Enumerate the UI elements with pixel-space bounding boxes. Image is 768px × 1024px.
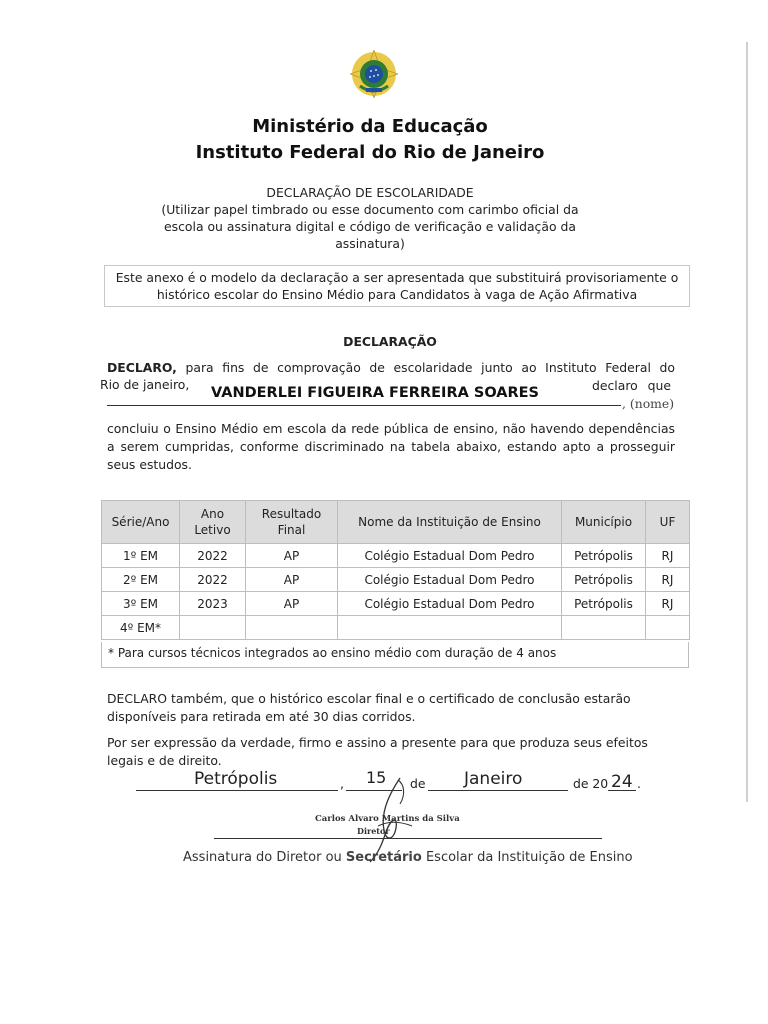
year-prefix: de 20 [573,776,609,791]
table-footnote: * Para cursos técnicos integrados ao ensino médio com duração de 4 anos [101,642,689,668]
cell-municipio: Petrópolis [562,568,646,592]
caption-end: Escolar da Instituição de Ensino [425,850,633,865]
cell-municipio: Petrópolis [562,544,646,568]
col-header-uf: UF [646,501,690,544]
caption-highlight: Secretário [345,850,422,865]
cell-instituicao: Colégio Estadual Dom Pedro [338,544,562,568]
institute-title: Instituto Federal do Rio de Janeiro [195,142,545,163]
cell-serie: 4º EM* [102,616,180,640]
grades-table [101,500,690,640]
declaration-heading: DECLARAÇÃO [343,334,437,349]
closing-paragraph-1: DECLARO também, que o histórico escolar final e o certificado de conclusão estarão disponíveis para retirada em até 30 dias corridos. [107,691,631,724]
declaration-line-2-end: declaro que [592,378,672,393]
cell-resultado: AP [246,544,338,568]
year-value: 24 [611,772,633,792]
name-underline [107,405,621,406]
col-header-serie: Série/Ano [102,501,180,544]
cell-municipio: Petrópolis [562,592,646,616]
document-instructions: (Utilizar papel timbrado ou esse documento com carimbo oficial da escola ou assinatura digital e código de verificação e validação da assinatura) [161,202,579,251]
table-row [102,616,690,640]
cell-serie: 1º EM [102,544,180,568]
cell-serie: 2º EM [102,568,180,592]
signer-role: Diretor [357,826,390,836]
signer-name: Carlos Alvaro Martins da Silva [315,814,460,824]
cell-instituicao [338,616,562,640]
table-row [102,544,690,568]
col-header-ano: Ano Letivo [180,501,246,544]
cell-municipio [562,616,646,640]
brazil-coat-of-arms-icon [350,50,398,98]
col-header-instituicao: Nome da Instituição de Ensino [338,501,562,544]
table-header-row [102,501,690,544]
declaro-bold: DECLARO, [107,360,177,375]
student-name: VANDERLEI FIGUEIRA FERREIRA SOARES [211,385,539,401]
cell-ano: 2022 [180,568,246,592]
month-value: Janeiro [464,769,523,789]
cell-uf [646,616,690,640]
cell-uf: RJ [646,568,690,592]
closing-paragraph-2: Por ser expressão da verdade, firmo e assino a presente para que produza seus efeitos legais e de direito. [107,735,648,768]
cell-ano [180,616,246,640]
date-de-1: de [410,776,426,791]
city-value: Petrópolis [194,769,278,789]
date-period: . [637,776,641,791]
cell-uf: RJ [646,592,690,616]
cell-serie: 3º EM [102,592,180,616]
declaration-line-1 [107,359,675,377]
declaration-line-1-rest: para fins de comprovação de escolaridade junto ao Instituto Federal do [185,360,675,375]
name-field-hint: , (nome) [622,396,675,411]
date-comma: , [340,776,344,791]
ministry-title: Ministério da Educação [252,116,488,137]
signature-caption [183,850,643,865]
declaration-line-2-start: Rio de janeiro, [100,377,190,392]
cell-uf: RJ [646,544,690,568]
cell-ano: 2023 [180,592,246,616]
cell-resultado: AP [246,568,338,592]
table-row [102,592,690,616]
page-edge-shadow [746,42,748,802]
col-header-resultado: Resultado Final [246,501,338,544]
cell-instituicao: Colégio Estadual Dom Pedro [338,592,562,616]
city-underline [136,790,338,791]
signature-line [214,838,602,839]
cell-instituicao: Colégio Estadual Dom Pedro [338,568,562,592]
notice-box [104,265,690,307]
cell-resultado: AP [246,592,338,616]
day-value: 15 [366,768,387,787]
cell-resultado [246,616,338,640]
notice-text: Este anexo é o modelo da declaração a ser apresentada que substituirá provisoriamente o histórico escolar do Ensino Médio para Candidatos à vaga de Ação Afirmativa [115,270,679,302]
caption-start: Assinatura do Diretor ou [183,850,342,865]
cell-ano: 2022 [180,544,246,568]
table-row [102,568,690,592]
declaration-body: concluiu o Ensino Médio em escola da rede pública de ensino, não havendo dependências a serem cumpridas, conforme discriminado na tabela abaixo, estando apto a prosseguir seus estudos. [107,421,675,472]
col-header-municipio: Município [562,501,646,544]
document-type: DECLARAÇÃO DE ESCOLARIDADE [266,185,474,200]
